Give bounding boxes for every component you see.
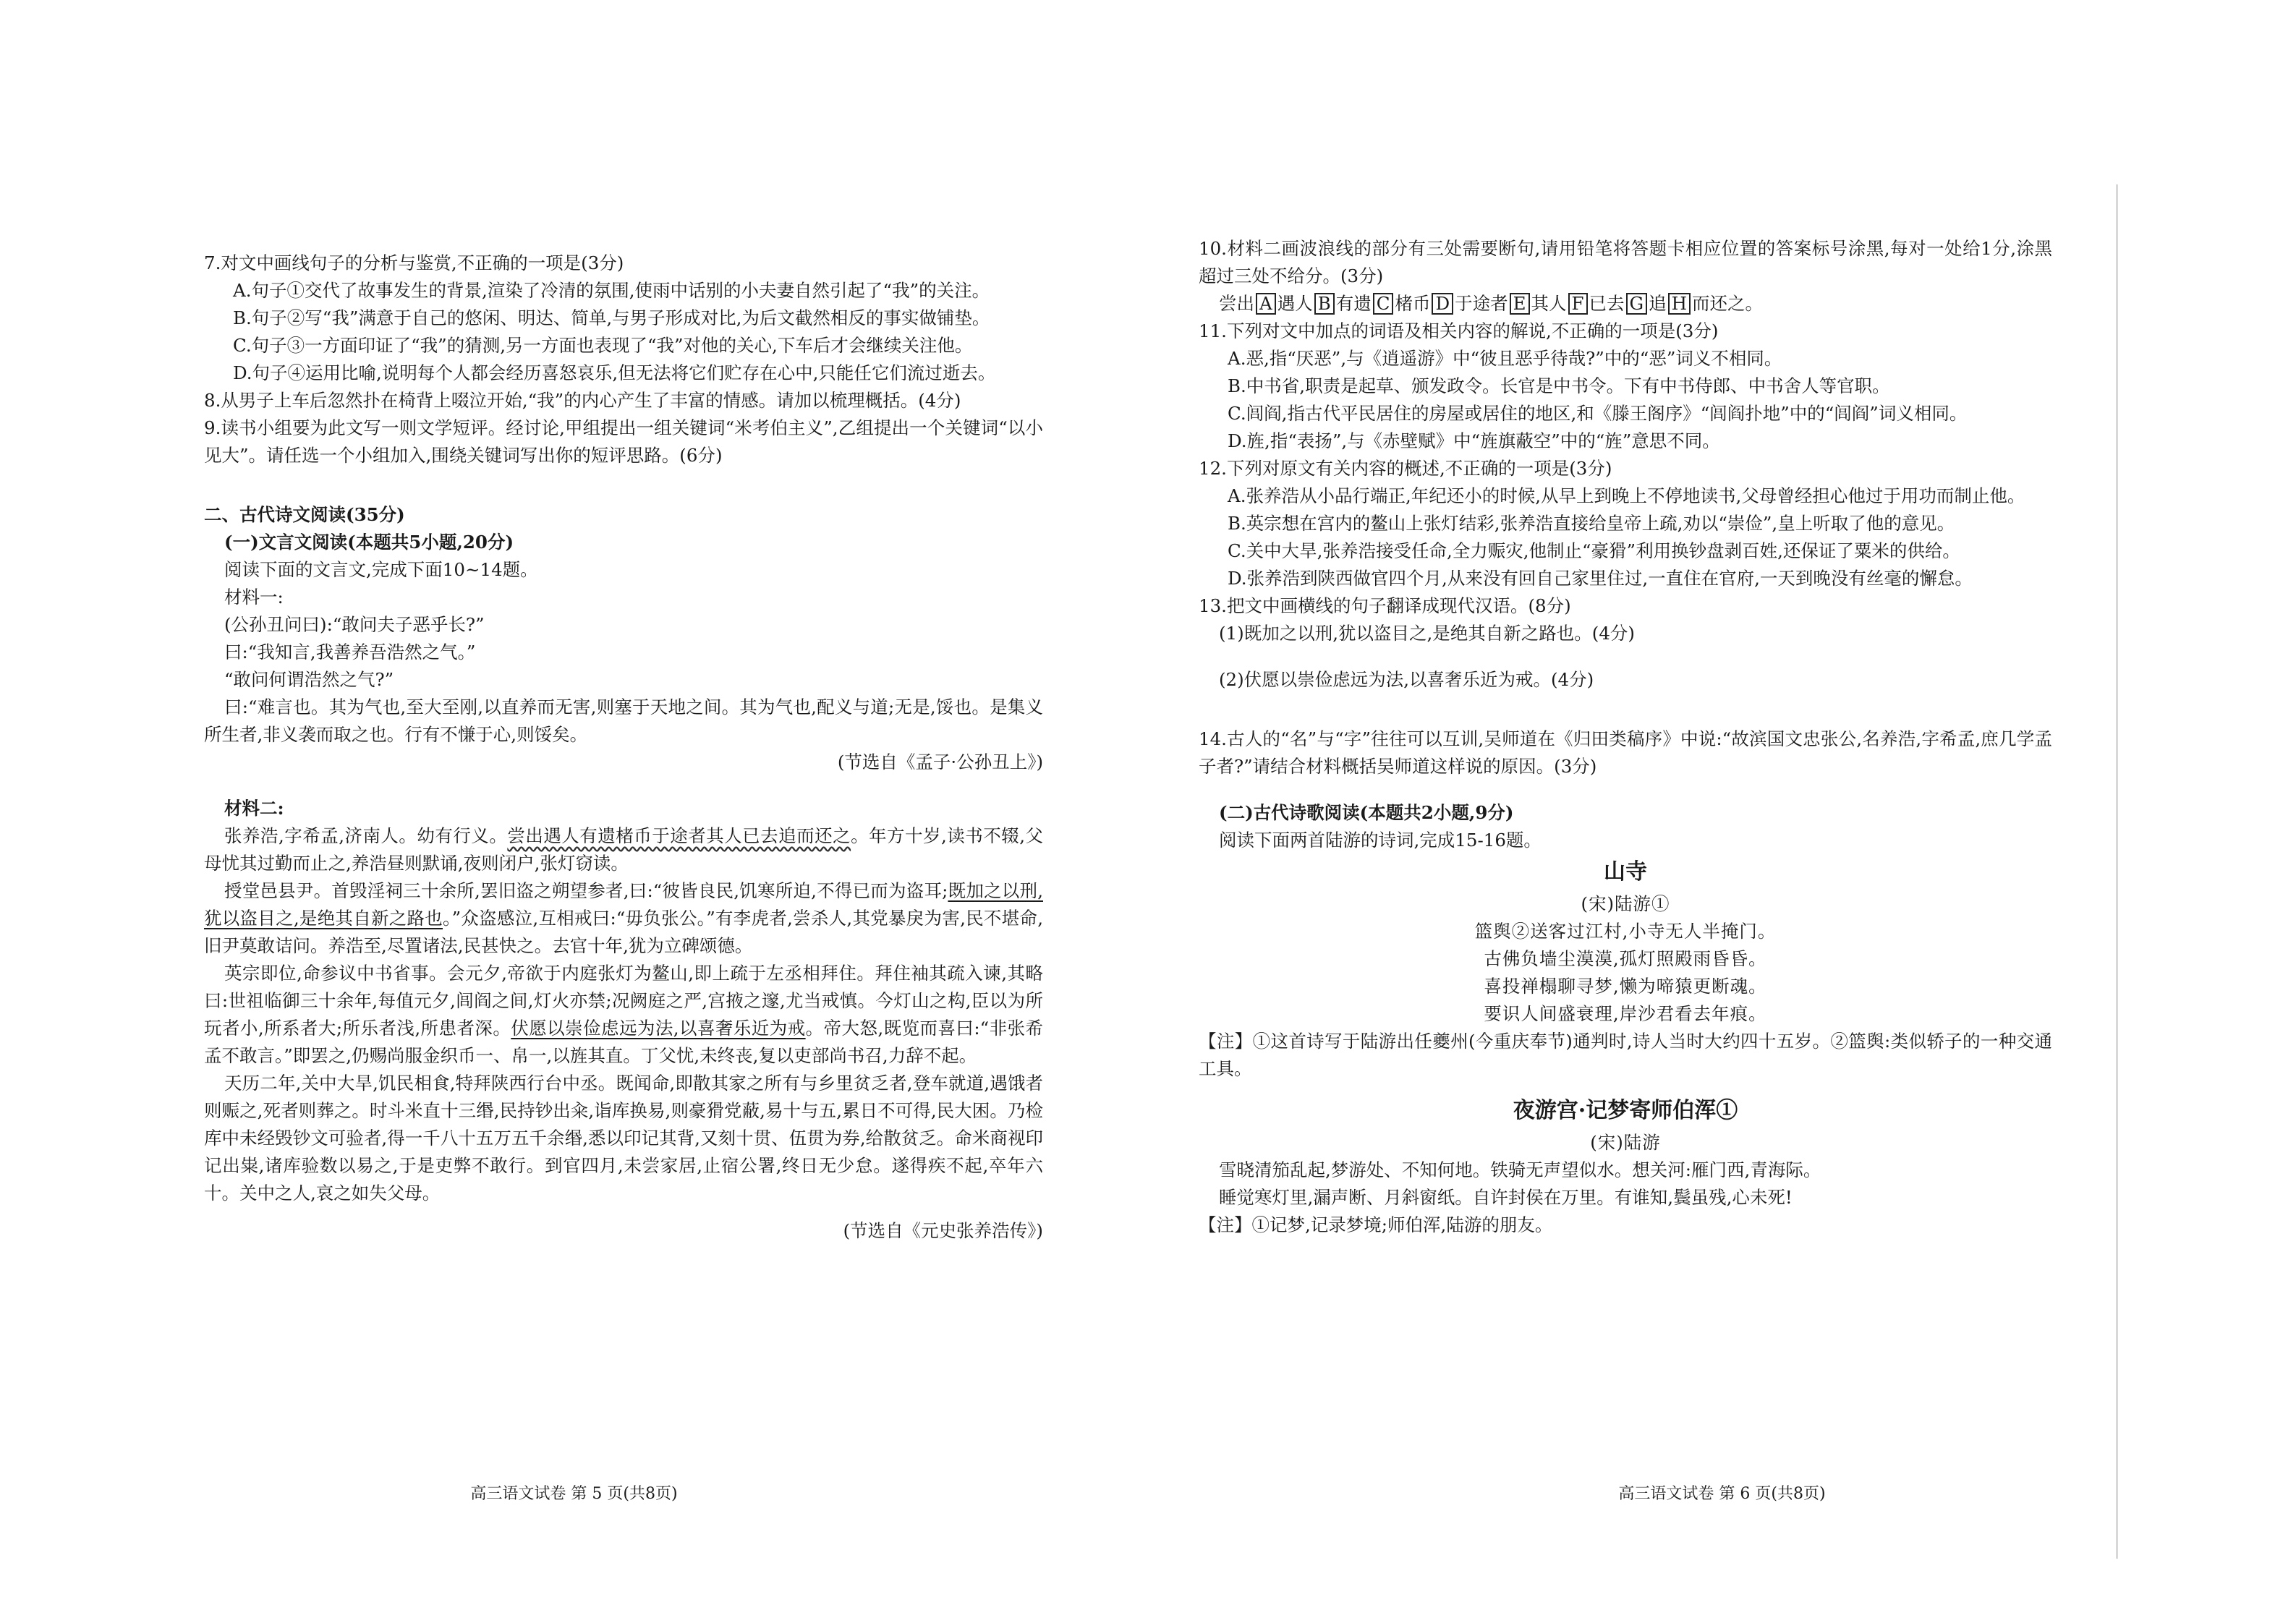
q12-stem: 12.下列对原文有关内容的概述,不正确的一项是(3分) (1199, 458, 1612, 479)
poem-1-author: (宋)陆游① (1581, 893, 1670, 914)
material-2-paragraph-2 (204, 877, 1043, 960)
text-span: 有遗 (1335, 293, 1372, 314)
answer-box-a[interactable]: A (1256, 293, 1276, 315)
answer-box-h[interactable]: H (1668, 293, 1691, 315)
text-span: 而还之。 (1691, 293, 1763, 314)
text-span: 。帝大怒,既览而喜曰:“非张希孟不敢言。”即罢之,仍赐尚服金织币一、帛一,以旌其直。丁父忧,未终丧,复以吏部尚书召,力辞不起。 (204, 1018, 1043, 1066)
q7-option-d: D.句子④运用比喻,说明每个人都会经历喜怒哀乐,但无法将它们贮存在心中,只能任它们流过逝去。 (233, 362, 996, 383)
q12-option-d: D.张养浩到陕西做官四个月,从来没有回自己家里住过,一直住在官府,一天到晚没有丝毫的懈怠。 (1228, 568, 1973, 589)
text-span: 其人 (1531, 293, 1567, 314)
text-span: 尝出 (1219, 293, 1254, 314)
answer-box-e[interactable]: E (1510, 293, 1530, 315)
text-span: 授堂邑县尹。首毁淫祠三十余所,罢旧盗之朔望参者,曰:“彼皆良民,饥寒所迫,不得已而为盗耳; (224, 880, 948, 901)
q12-option-c: C.关中大旱,张养浩接受任命,全力赈灾,他制止“豪猾”利用换钞盘剥百姓,还保证了粟米的供给。 (1228, 540, 1960, 561)
q10-sentence (1199, 290, 2052, 318)
q7-option-b: B.句子②写“我”满意于自己的悠闲、明达、简单,与男子形成对比,为后文截然相反的事实做铺垫。 (233, 307, 990, 328)
q7-option-c: C.句子③一方面印证了“我”的猜测,另一方面也表现了“我”对他的关心,下车后才会继续关注他。 (233, 335, 973, 356)
q13-sentence-2: (2)伏愿以崇俭虑远为法,以喜奢乐近为戒。(4分) (1219, 669, 1594, 690)
q11-stem: 11.下列对文中加点的词语及相关内容的解说,不正确的一项是(3分) (1199, 320, 1719, 341)
text-span: 。”众盗感泣,互相戒曰:“毋负张公。”有李虎者,尝杀人,其党暴戾为害,民不堪命,旧尹莫敢诘问。养浩至,尽置诸法,民甚快之。去官十年,犹为立碑颂德。 (204, 908, 1043, 956)
q11-option-a: A.恶,指“厌恶”,与《逍遥游》中“彼且恶乎待哉?”中的“恶”词义不相同。 (1228, 348, 1782, 369)
material-2-paragraph-3 (204, 960, 1043, 1070)
page-5-footer: 高三语文试卷 第 5 页(共8页) (470, 1485, 678, 1503)
q13-sentence-1: (1)既加之以刑,犹以盗目之,是绝其自新之路也。(4分) (1219, 623, 1635, 644)
material-1-line: 曰:“我知言,我善养吾浩然之气。” (224, 642, 476, 663)
text-span: 张养浩,字希孟,济南人。幼有行义。 (224, 825, 508, 846)
poem-2-title: 夜游宫·记梦寄师伯浑① (1513, 1098, 1738, 1123)
poem-1-line: 篮舆②送客过江村,小寺无人半掩门。 (1474, 921, 1777, 942)
q10-stem: 10.材料二画波浪线的部分有三处需要断句,请用铅笔将答题卡相应位置的答案标号涂黑,每对一处给1分,涂黑超过三处不给分。(3分) (1199, 238, 2052, 286)
material-1-line: “敢问何谓浩然之气?” (224, 669, 394, 690)
poem-1-note: 【注】①这首诗写于陆游出任夔州(今重庆奉节)通判时,诗人当时大约四十五岁。②篮舆:类似轿子的一种交通工具。 (1199, 1031, 2052, 1079)
q7-option-a: A.句子①交代了故事发生的背景,渲染了冷清的氛围,使雨中话别的小夫妻自然引起了“我”的关注。 (233, 280, 990, 301)
answer-box-f[interactable]: F (1568, 293, 1588, 315)
material-2-paragraph-4: 天历二年,关中大旱,饥民相食,特拜陕西行台中丞。既闻命,即散其家之所有与乡里贫乏者,登车就道,遇饿者则赈之,死者则葬之。时斗米直十三缗,民持钞出籴,诣库换易,则豪猾党蔽,易十与五,累日不可得,民大困。乃检库中未经毁钞文可验者,得一千八十五万五千余缗,悉以印记其背,又刻十贯、伍贯为券,给散贫乏。命米商视印记出粜,诸库验数以易之,于是吏弊不敢行。到官四月,未尝家居,止宿公署,终日无少怠。遂得疾不起,卒年六十。关中之人,哀之如失父母。 (204, 1073, 1043, 1204)
answer-box-b[interactable]: B (1314, 293, 1335, 315)
wavy-underlined-sentence: 尝出遇人有遗楮币于途者其人已去追而还之 (507, 825, 851, 846)
poem-1-line: 喜投禅榻聊寻梦,懒为啼猿更断魂。 (1484, 976, 1767, 997)
poem-instruction: 阅读下面两首陆游的诗词,完成15-16题。 (1219, 830, 1542, 851)
text-span: 于途者 (1455, 293, 1508, 314)
poem-2-author: (宋)陆游 (1590, 1132, 1661, 1153)
text-span: 楮币 (1395, 293, 1431, 314)
text-span: 已去 (1589, 293, 1625, 314)
poem-2-line-1: 雪晓清笳乱起,梦游处、不知何地。铁骑无声望似水。想关河:雁门西,青海际。 (1219, 1159, 1821, 1180)
material-2-label: 材料二: (224, 798, 284, 819)
material-2-source: (节选自《元史张养浩传》) (843, 1220, 1043, 1241)
poem-1-line: 古佛负墙尘漠漠,孤灯照殿雨昏昏。 (1484, 948, 1767, 969)
page-6 (1148, 0, 2296, 1623)
q11-option-b: B.中书省,职责是起草、颁发政令。长官是中书令。下有中书侍郎、中书舍人等官职。 (1228, 375, 1890, 396)
q9: 9.读书小组要为此文写一则文学短评。经讨论,甲组提出一组关键词“米考伯主义”,乙组提出一个关键词“以小见大”。请任选一个小组加入,围绕关键词写出你的短评思路。(6分) (204, 417, 1043, 466)
material-2-paragraph-1 (204, 822, 1043, 877)
text-span: 遇人 (1277, 293, 1313, 314)
answer-box-c[interactable]: C (1373, 293, 1394, 315)
subsection-2-heading: (二)古代诗歌阅读(本题共2小题,9分) (1219, 802, 1514, 823)
material-1-source: (节选自《孟子·公孙丑上》) (837, 751, 1043, 772)
subsection-1-heading: (一)文言文阅读(本题共5小题,20分) (224, 532, 514, 553)
underlined-sentence-1: 既加之以刑,犹以盗目之,是绝其自新之路也 (204, 880, 1043, 929)
q11-option-d: D.旌,指“表扬”,与《赤壁赋》中“旌旗蔽空”中的“旌”意思不同。 (1228, 430, 1720, 451)
reading-instruction: 阅读下面的文言文,完成下面10~14题。 (224, 559, 538, 580)
q12-option-b: B.英宗想在宫内的鳌山上张灯结彩,张养浩直接给皇帝上疏,劝以“崇俭”,皇上听取了他的意见。 (1228, 513, 1955, 534)
material-1-label: 材料一: (224, 587, 284, 608)
q12-option-a: A.张养浩从小品行端正,年纪还小的时候,从早上到晚上不停地读书,父母曾经担心他过于用功而制止他。 (1228, 485, 2025, 506)
q13-stem: 13.把文中画横线的句子翻译成现代汉语。(8分) (1199, 595, 1571, 616)
material-1-line: 曰:“难言也。其为气也,至大至刚,以直养而无害,则塞于天地之间。其为气也,配义与道;无是,馁也。是集义所生者,非义袭而取之也。行有不慊于心,则馁矣。 (204, 697, 1043, 745)
page-6-footer: 高三语文试卷 第 6 页(共8页) (1618, 1485, 1826, 1503)
poem-2-line-2: 睡觉寒灯里,漏声断、月斜窗纸。自许封侯在万里。有谁知,鬓虽残,心未死! (1219, 1187, 1793, 1208)
q7-stem: 7.对文中画线句子的分析与鉴赏,不正确的一项是(3分) (204, 252, 624, 273)
answer-box-d[interactable]: D (1432, 293, 1453, 315)
answer-box-g[interactable]: G (1626, 293, 1648, 315)
q11-option-c: C.闾阎,指古代平民居住的房屋或居住的地区,和《滕王阁序》“闾阎扑地”中的“闾阎”词义相同。 (1228, 403, 1968, 424)
poem-2-note: 【注】①记梦,记录梦境;师伯浑,陆游的朋友。 (1199, 1214, 1553, 1235)
poem-1-title: 山寺 (1604, 859, 1647, 885)
text-span: 追 (1649, 293, 1667, 314)
underlined-sentence-2: 伏愿以崇俭虑远为法,以喜奢乐近为戒 (511, 1018, 806, 1039)
q8: 8.从男子上车后忽然扑在椅背上啜泣开始,“我”的内心产生了丰富的情感。请加以梳理概括。(4分) (204, 390, 961, 411)
page-5-content (204, 250, 1043, 1245)
section-2-heading: 二、古代诗文阅读(35分) (204, 504, 405, 525)
poem-1-line: 要识人间盛衰理,岸沙君看去年痕。 (1484, 1003, 1767, 1024)
text-span: 英宗即位,命参议中书省事。会元夕,帝欲于内庭张灯为鳌山,即上疏于左丞相拜住。拜住袖其疏入谏,其略曰:世祖临御三十余年,每值元夕,闾阎之间,灯火亦禁;况阙庭之严,宫掖之邃,尤当戒慎。今灯山之构,臣以为所玩者小,所系者大;所乐者浅,所患者深。 (204, 963, 1043, 1039)
page-6-content (1199, 235, 2052, 1239)
material-1-line: (公孙丑问曰):“敢问夫子恶乎长?” (224, 614, 485, 635)
text-span: 。年方十岁,读书不辍,父母忧其过勤而止之,养浩昼则默诵,夜则闭户,张灯窃读。 (204, 825, 1043, 874)
q14: 14.古人的“名”与“字”往往可以互训,吴师道在《归田类稿序》中说:“故滨国文忠张公,名养浩,字希孟,庶几学孟子者?”请结合材料概括吴师道这样说的原因。(3分) (1199, 728, 2052, 777)
